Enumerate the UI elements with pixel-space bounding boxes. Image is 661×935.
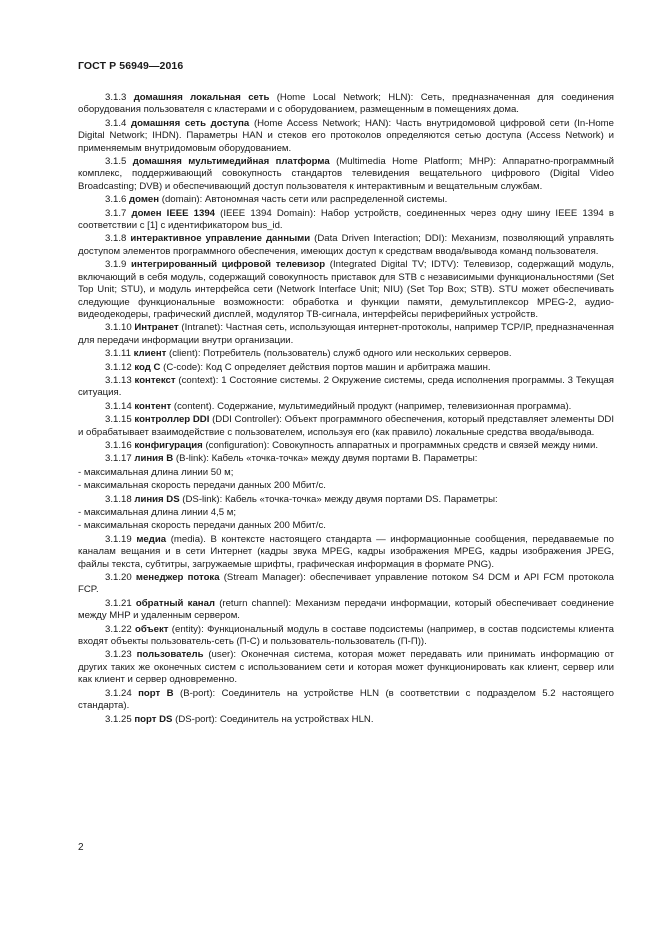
list-item: - максимальная скорость передачи данных 200 Мбит/с. bbox=[78, 520, 326, 532]
clause-number: 3.1.13 bbox=[105, 374, 132, 386]
term-name: контент bbox=[134, 400, 172, 412]
term-definition: (Intranet): Частная сеть, использующая интернет-протоколы, например TCP/IP, предназначенная для передачи информации внутри организации. bbox=[78, 322, 614, 346]
definition-entry bbox=[78, 156, 614, 193]
term-definition: (entity): Функциональный модуль в составе подсистемы (например, в состав подсистемы клиента входят объекты пользователь-сеть (П-С) и пользователь-пользователь (П-П)). bbox=[78, 623, 614, 648]
page-number: 2 bbox=[78, 842, 84, 853]
definition-entry bbox=[78, 233, 614, 258]
term-name: конфигурация bbox=[134, 439, 203, 451]
term-name: Интранет bbox=[134, 322, 179, 334]
definition-entry bbox=[78, 624, 614, 649]
definition-entry bbox=[78, 259, 614, 321]
definition-entry bbox=[78, 348, 614, 360]
clause-number: 3.1.21 bbox=[105, 597, 132, 609]
term-name: порт DS bbox=[134, 713, 173, 725]
term-definition: (DS-link): Кабель «точка-точка» между двумя портами DS. Параметры: bbox=[179, 493, 498, 505]
clause-number: 3.1.25 bbox=[105, 713, 132, 725]
term-definition: (B-link): Кабель «точка-точка» между двумя портами В. Параметры: bbox=[173, 453, 478, 465]
term-name: порт В bbox=[138, 687, 174, 699]
term-name: домашняя мультимедийная платформа bbox=[132, 156, 330, 168]
clause-number: 3.1.17 bbox=[105, 453, 132, 465]
term-name: контекст bbox=[134, 374, 176, 386]
clause-number: 3.1.18 bbox=[105, 493, 132, 505]
term-name: интерактивное управление данными bbox=[130, 233, 311, 245]
term-definition: (IEEE 1394 Domain): Набор устройств, соединенных через одну шину IEEE 1394 в соответствии с [1] с идентификатором bus_id. bbox=[78, 207, 614, 232]
clause-number: 3.1.4 bbox=[105, 117, 127, 129]
term-definition: (context): 1 Состояние системы. 2 Окружение системы, среда исполнения программы. 3 Текущая ситуация. bbox=[78, 374, 614, 399]
term-definition: (Stream Manager): обеспечивает управление потоком S4 DCM и API FCM протокола FCP. bbox=[78, 572, 614, 596]
term-definition: (client): Потребитель (пользователь) служб одного или нескольких серверов. bbox=[166, 348, 512, 360]
definition-entry bbox=[78, 414, 614, 439]
definition-entry bbox=[78, 714, 614, 726]
clause-number: 3.1.24 bbox=[105, 687, 132, 699]
term-definition: (Multimedia Home Platform; MHP): Аппаратно-программный комплекс, поддерживающий совокупность стандартов телевидения вещательного цифрового (Digital Video Broadcasting; DVB) и обеспечивающий доступ пользователя к интерактивным и вещательным службам. bbox=[78, 156, 615, 192]
definition-entry bbox=[78, 598, 614, 623]
term-name: линия DS bbox=[134, 493, 180, 505]
term-name: медиа bbox=[136, 533, 167, 545]
term-definition: (Integrated Digital TV; IDTV): Телевизор, содержащий модуль, включающий в себя модуль, содержащий совокупность приставок для STB с независимыми функциональностями (Set Top Unit; STU), и модуль интерфейса сети (Network Interface Unit; NIU) (Set Top Box; STB). STU может обеспечивать следующие функциональные возможности: обработка и функции памяти, демультиплексор MPEG-2, аудио-видеодекодеры, графический дисплей, модулятор ТВ-сигнала, интерфейсы периферийных устройств. bbox=[78, 259, 614, 320]
term-name: домашняя сеть доступа bbox=[131, 117, 250, 129]
clause-number: 3.1.5 bbox=[105, 156, 127, 168]
clause-number: 3.1.16 bbox=[105, 439, 132, 451]
definition-entry bbox=[78, 194, 614, 206]
term-name: обратный канал bbox=[135, 597, 216, 609]
clause-number: 3.1.11 bbox=[105, 348, 131, 360]
term-definition: (user): Оконечная система, которая может передавать или принимать информацию от других таких же оконечных систем с использованием сети и которая может функционировать как клиент, сервер или как клиент и сервер одновременно. bbox=[78, 649, 614, 686]
clause-number: 3.1.12 bbox=[105, 361, 132, 373]
definition-entry bbox=[78, 494, 614, 506]
term-definition: (Data Driven Interaction; DDI): Механизм, позволяющий управлять доступом элементов программного обеспечения, имеющих доступ к средствам ввода/вывода команд пользователя. bbox=[78, 233, 615, 257]
term-name: клиент bbox=[133, 348, 167, 360]
list-item: - максимальная скорость передачи данных 200 Мбит/с. bbox=[78, 480, 326, 492]
standard-header: ГОСТ Р 56949—2016 bbox=[78, 60, 184, 72]
definition-entry bbox=[78, 362, 614, 374]
definition-entry bbox=[78, 375, 614, 400]
definition-entry bbox=[78, 440, 614, 452]
definition-entry bbox=[78, 401, 614, 413]
clause-number: 3.1.23 bbox=[105, 649, 132, 661]
list-item: - максимальная длина линии 50 м; bbox=[78, 466, 234, 478]
definition-entry bbox=[78, 118, 614, 155]
list-item: - максимальная длина линии 4,5 м; bbox=[78, 507, 237, 518]
clause-number: 3.1.9 bbox=[105, 259, 127, 271]
definition-entry bbox=[78, 453, 614, 465]
term-definition: (B-port): Соединитель на устройстве HLN (в соответствии с подразделом 5.2 настоящего стандарта). bbox=[78, 687, 614, 712]
term-definition: (Home Local Network; HLN): Сеть, предназначенная для соединения оборудования пользователя с кластерами и с оборудованием, размещенным в помещениях дома. bbox=[78, 92, 614, 116]
clause-number: 3.1.14 bbox=[105, 400, 132, 412]
term-definition: (media). В контексте настоящего стандарта — информационные сообщения, передаваемые по каналам вещания и в сети Интернет (кадры звука MPEG, кадры изображения MPEG, кадры изображения JPEG, файлы текста, субтитры, загружаемые шрифты, графическая информация в формате PNG). bbox=[78, 533, 614, 570]
clause-number: 3.1.8 bbox=[105, 233, 127, 245]
definition-entry bbox=[78, 572, 614, 597]
clause-number: 3.1.10 bbox=[105, 322, 132, 334]
term-name: линия В bbox=[134, 453, 174, 465]
clause-number: 3.1.19 bbox=[105, 533, 132, 545]
clause-number: 3.1.7 bbox=[105, 207, 127, 219]
definition-entry bbox=[78, 322, 614, 347]
definition-entry bbox=[78, 534, 614, 571]
term-name: контроллер DDI bbox=[134, 414, 210, 426]
term-definition: (content). Содержание, мультимедийный продукт (например, телевизионная программа). bbox=[171, 400, 572, 412]
definition-entry bbox=[78, 688, 614, 713]
term-name: код С bbox=[134, 361, 161, 373]
clause-number: 3.1.22 bbox=[105, 623, 132, 635]
term-definition: (configuration): Совокупность аппаратных и программных средств и связей между ними. bbox=[202, 439, 598, 451]
term-definition: (DS-port): Соединитель на устройствах HLN. bbox=[172, 713, 374, 725]
term-definition: (domain): Автономная часть сети или распределенной системы. bbox=[159, 194, 448, 206]
term-name: интегрированный цифровой телевизор bbox=[131, 259, 326, 271]
term-definition: (Home Access Network; HAN): Часть внутридомовой цифровой сети (In-Home Digital Network; IHDN). Параметры HAN и стеков его протоколов определяются сетью доступа (Access Network) и применяемым внутридомовым оборудованием. bbox=[78, 117, 614, 154]
term-definition: (DDI Controller): Объект программного обеспечения, который представляет элементы DDI и обрабатывает взаимодействие с пользователем, используя его (как правило) локальные средства ввода/вывода. bbox=[78, 414, 614, 438]
clause-number: 3.1.3 bbox=[105, 92, 127, 103]
term-name: домен bbox=[129, 194, 160, 206]
clause-number: 3.1.15 bbox=[105, 414, 132, 426]
clause-number: 3.1.6 bbox=[105, 194, 127, 206]
term-name: менеджер потока bbox=[135, 572, 220, 584]
term-name: объект bbox=[135, 623, 169, 635]
term-definition: (C-code): Код С определяет действия портов машин и арбитража машин. bbox=[160, 361, 491, 373]
term-definition: (return channel): Механизм передачи информации, который обеспечивает соединение между MHP и удаленным сервером. bbox=[78, 597, 615, 622]
definition-entry bbox=[78, 649, 614, 686]
clause-number: 3.1.20 bbox=[105, 572, 132, 584]
definition-entry bbox=[78, 208, 614, 233]
term-name: домен IEEE 1394 bbox=[131, 207, 216, 219]
definition-entry bbox=[78, 92, 614, 117]
terms-definitions-list bbox=[78, 92, 614, 727]
term-name: домашняя локальная сеть bbox=[133, 92, 270, 103]
term-name: пользователь bbox=[136, 649, 204, 661]
